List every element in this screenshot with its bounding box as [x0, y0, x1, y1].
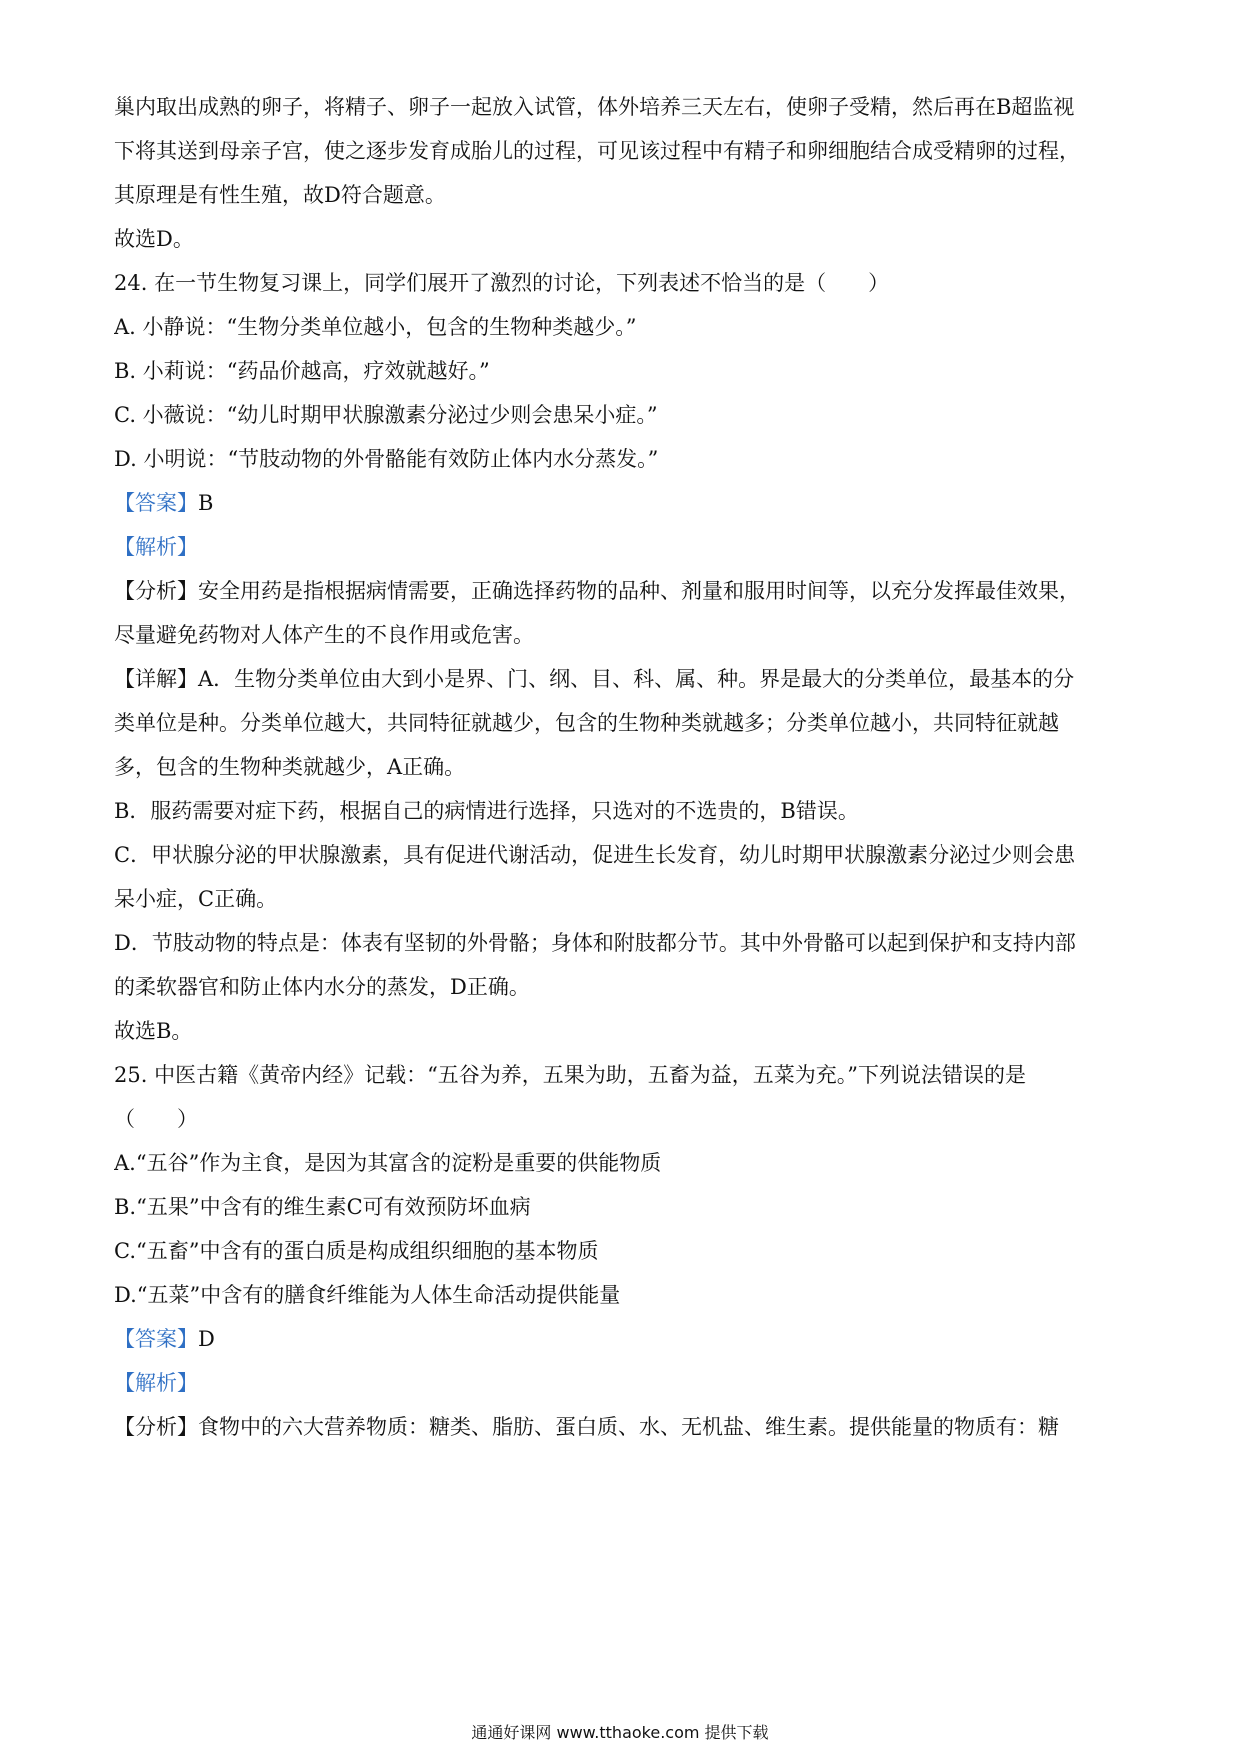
question-24-option-d: D. 小明说：“节肢动物的外骨骼能有效防止体内水分蒸发。” [114, 447, 659, 471]
question-25-option-a: A.“五谷”作为主食，是因为其富含的淀粉是重要的供能物质 [114, 1151, 662, 1175]
paragraph-line: D．节肢动物的特点是：体表有坚韧的外骨骼；身体和附肢都分节。其中外骨骼可以起到保护和支持内部 [114, 931, 1076, 955]
question-25-bracket: （ ） [114, 1107, 198, 1131]
paragraph-line: 多，包含的生物种类就越少，A正确。 [114, 755, 466, 779]
question-25-option-c: C.“五畜”中含有的蛋白质是构成组织细胞的基本物质 [114, 1239, 599, 1263]
question-25-stem-post: 的是 [984, 1063, 1027, 1087]
answer-tag: 【答案】 [114, 491, 198, 515]
answer-value: B [198, 491, 214, 515]
conclusion-line: 故选B。 [114, 1019, 193, 1043]
question-24-stem: 24. 在一节生物复习课上，同学们展开了激烈的讨论，下列表述不恰当的是（ ） [114, 271, 890, 295]
paragraph-line: 的柔软器官和防止体内水分的蒸发，D正确。 [114, 975, 530, 999]
fenxi-text: 安全用药是指根据病情需要，正确选择药物的品种、剂量和服用时间等，以充分发挥最佳效果， [198, 579, 1080, 603]
answer-tag: 【答案】 [114, 1327, 198, 1351]
analysis-tag: 【解析】 [114, 1371, 198, 1395]
xiangjie-tag: 【详解】 [114, 667, 198, 691]
analysis-line-25 [114, 1368, 1134, 1398]
fenxi-line [114, 576, 1134, 606]
conclusion-line: 故选D。 [114, 227, 194, 251]
xiangjie-text: A．生物分类单位由大到小是界、门、纲、目、科、属、种。界是最大的分类单位，最基本的分 [198, 667, 1075, 691]
fenxi-tag: 【分析】 [114, 579, 198, 603]
answer-value: D [198, 1327, 215, 1351]
question-24-option-a: A. 小静说：“生物分类单位越小，包含的生物种类越少。” [114, 315, 637, 339]
paragraph-line: 下将其送到母亲子宫，使之逐步发育成胎儿的过程，可见该过程中有精子和卵细胞结合成受精卵的过程， [114, 139, 1080, 163]
analysis-tag: 【解析】 [114, 535, 198, 559]
fenxi-tag: 【分析】 [114, 1415, 198, 1439]
analysis-line-24 [114, 532, 1134, 562]
paragraph-line: C．甲状腺分泌的甲状腺激素，具有促进代谢活动，促进生长发育，幼儿时期甲状腺激素分泌过少则会患 [114, 843, 1076, 867]
fenxi-text: 食物中的六大营养物质：糖类、脂肪、蛋白质、水、无机盐、维生素。提供能量的物质有：糖 [198, 1415, 1059, 1439]
paragraph-line: 呆小症，C正确。 [114, 887, 278, 911]
paragraph-line: 巢内取出成熟的卵子，将精子、卵子一起放入试管，体外培养三天左右，使卵子受精，然后再在B超监视 [114, 95, 1075, 119]
paragraph-line: 类单位是种。分类单位越大，共同特征就越少，包含的生物种类就越多；分类单位越小，共同特征就越 [114, 711, 1059, 735]
question-25-stem [114, 1060, 1134, 1090]
page-footer: 通通好课网 www.tthaoke.com 提供下载 [471, 1723, 769, 1742]
paragraph-line: B．服药需要对症下药，根据自己的病情进行选择，只选对的不选贵的，B错误。 [114, 799, 859, 823]
question-25-option-b: B.“五果”中含有的维生素C可有效预防坏血病 [114, 1195, 531, 1219]
paragraph-line: 尽量避免药物对人体产生的不良作用或危害。 [114, 623, 534, 647]
question-25-stem-pre: 25. 中医古籍《黄帝内经》记载：“五谷为养，五果为助，五畜为益，五菜为充。”下列说法 [114, 1063, 943, 1087]
answer-line-24 [114, 488, 1134, 518]
answer-line-25 [114, 1324, 1134, 1354]
question-24-option-c: C. 小薇说：“幼儿时期甲状腺激素分泌过少则会患呆小症。” [114, 403, 658, 427]
question-24-option-b: B. 小莉说：“药品价越高，疗效就越好。” [114, 359, 490, 383]
emphasis-mark-word: 错误 [942, 1060, 984, 1090]
paragraph-line: 其原理是有性生殖，故D符合题意。 [114, 183, 446, 207]
fenxi-line [114, 1412, 1134, 1442]
xiangjie-line [114, 664, 1134, 694]
question-25-option-d: D.“五菜”中含有的膳食纤维能为人体生命活动提供能量 [114, 1283, 621, 1307]
